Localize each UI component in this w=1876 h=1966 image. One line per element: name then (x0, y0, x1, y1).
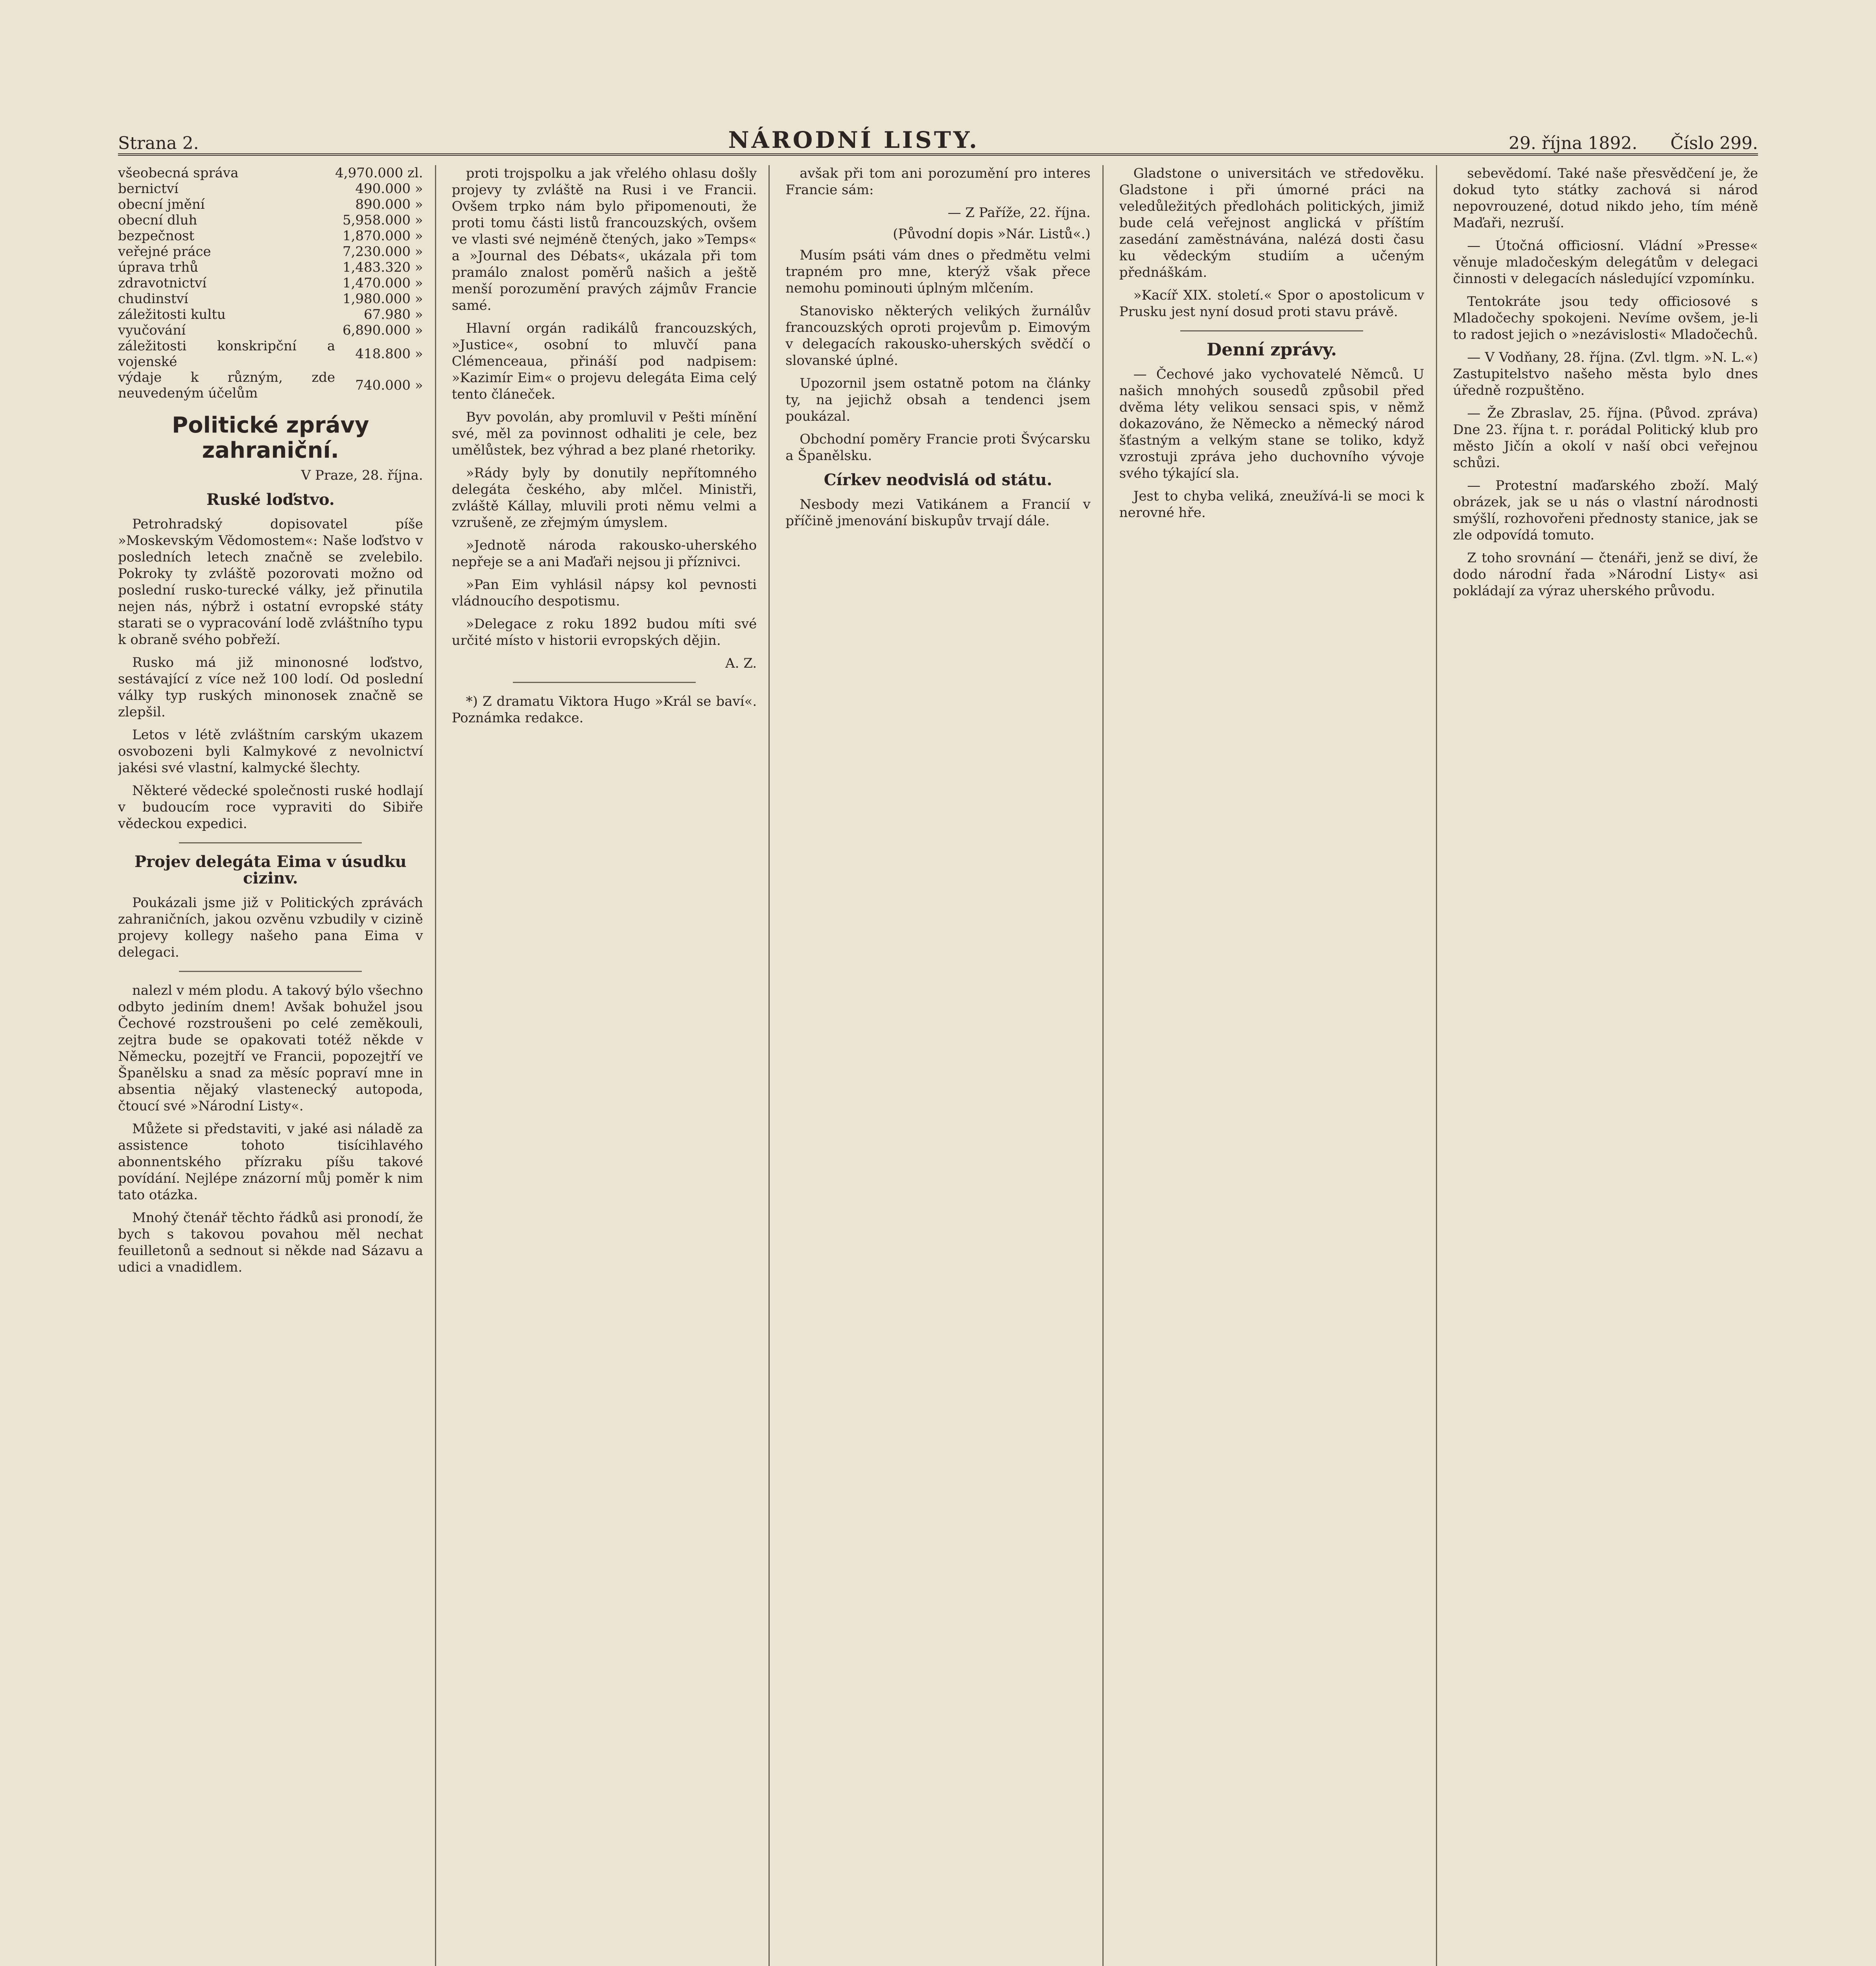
paragraph: »Rády byly by donutily nepřítomného delegáta českého, aby mlčel. Ministři, zvláště Kállay, mluvili proti němu velmi a vzrušeně, ze zřejmým úmyslem. (451, 465, 757, 530)
budget-label: obecní dluh (118, 212, 197, 228)
section-heading-daily-news: Denní zprávy. (1207, 340, 1337, 360)
budget-value: 7,230.000 » (342, 244, 423, 260)
dateline: — Z Paříže, 22. října. (947, 205, 1091, 221)
paragraph: Petrohradský dopisovatel píše »Moskevským Vědomostem«: Naše loďstvo v posledních letech značně se zvelebilo. Pokroky ty zvláště pozorovati možno od poslední rusko-turecké války, jež přinutila nejen nás, nýbrž i ostatní evropské státy starati se o vypracování lodě zvláštního typu k obraně svého pobřeží. (118, 516, 423, 648)
budget-label: úprava trhů (118, 260, 199, 275)
budget-label: všeobecná správa (118, 165, 239, 181)
paragraph: »Pan Eim vyhlásil nápsy kol pevnosti vládnoucího despotismu. (451, 577, 757, 609)
issue-number: Číslo 299. (1670, 133, 1758, 153)
divider (1180, 330, 1363, 331)
paragraph: — Čechové jako vychovatelé Němců. U našich mnohých sousedů způsobil před dvěma léty velikou sensaci spis, v němž dokazováno, že Německo a německý národ šťastným a velkým stane se toliko, když vzrostuji zpráva jeho duchovního vývoje svého týkající sla. (1119, 366, 1425, 481)
column-2 (452, 165, 770, 1966)
paragraph: — V Vodňany, 28. října. (Zvl. tlgm. »N. L.«) Zastupitelstvo našeho města bylo dnes úředně rozpuštěno. (1453, 350, 1758, 398)
paragraph: Tentokráte jsou tedy officiosové s Mladočechy spokojeni. Nevíme ovšem, je-li to radost jejich o »nezávislosti« Mladočechů. (1453, 294, 1758, 342)
budget-value: 4,970.000 zl. (335, 165, 423, 181)
budget-value: 67.980 » (364, 307, 423, 322)
paragraph: — Útočná officiosní. Vládní »Presse« věnuje mladočeským delegátům v delegaci činnosti v delegacích následující vzpomínku. (1453, 238, 1758, 287)
subheading-eim-projev: Projev delegáta Eima v úsudku cizinv. (134, 852, 407, 887)
budget-row (118, 165, 423, 181)
paragraph: Upozornil jsem ostatně potom na články ty, na jejichž obsah a tendenci jsem poukázal. (785, 376, 1091, 424)
budget-value: 1,483.320 » (342, 260, 423, 275)
budget-row (118, 228, 423, 244)
column-4 (1119, 165, 1437, 1966)
issue-info (1509, 133, 1758, 153)
divider (179, 842, 362, 843)
budget-label: veřejné práce (118, 244, 211, 260)
budget-value: 490.000 » (355, 181, 423, 197)
column-5 (1453, 165, 1758, 1966)
budget-value: 890.000 » (355, 197, 423, 212)
feuilleton-paragraph: nalezl v mém plodu. A takový býlo všechno odbyto jediním dnem! Avšak bohužel jsou Čechové rozstroušeni po celé zeměkouli, zejtra bude se opakovati totéž někde v Německu, pozejtří ve Francii, popozejtří ve Španělsku a snad za měsíc popraví mne in absentia nějaký vlastenecký autopoda, čtoucí své »Národní Listy«. (118, 983, 423, 1114)
budget-value: 1,870.000 » (342, 228, 423, 244)
paragraph: — Že Zbraslav, 25. října. (Původ. zpráva) Dne 23. října t. r. porádal Politický klub pro město Jičín a okolí v naší obci veřejnou schůzi. (1453, 405, 1758, 471)
paragraph: avšak při tom ani porozumění pro interes Francie sám: (785, 166, 1091, 198)
column-3 (785, 165, 1104, 1966)
subheading-russian-fleet: Ruské loďstvo. (206, 490, 335, 509)
page-number: Strana 2. (118, 133, 199, 153)
paragraph: Letos v létě zvláštním carským ukazem osvobozeni byli Kalmykové z nevolnictví jakési své vlastní, kalmycké šlechty. (118, 727, 423, 776)
source-note: (Původní dopis »Nár. Listů«.) (893, 226, 1091, 242)
budget-value: 1,980.000 » (342, 291, 423, 307)
feuilleton-paragraph: Můžete si představiti, v jaké asi náladě za assistence tohoto tisícihlavého abonnentského přízraku píšu takové povídání. Nejlépe znázorní můj poměr k nim tato otázka. (118, 1121, 423, 1203)
paragraph: »Kacíř XIX. století.« Spor o apostolicum v Prusku jest nyní dosud proti stavu právě. (1119, 287, 1425, 320)
article-columns (118, 165, 1758, 1966)
masthead (118, 118, 1758, 156)
budget-row (118, 197, 423, 212)
paragraph: Gladstone o universitách ve středověku. Gladstone i při úmorné práci na veledůležitých předlohách politických, jimiž bude celá veřejnost anglická v příštím zasedání zaměstnávána, nalézá dosti času ku vědeckým studiím a učeným přednáškám. (1119, 166, 1425, 280)
budget-row (118, 244, 423, 260)
budget-label: záležitosti konskripční a vojenské (118, 338, 335, 370)
budget-row (118, 181, 423, 197)
budget-value: 418.800 » (355, 346, 423, 362)
budget-label: zdravotnictví (118, 275, 207, 291)
budget-label: vyučování (118, 322, 186, 338)
budget-label: bezpečnost (118, 228, 195, 244)
budget-table (118, 165, 423, 401)
budget-row (118, 212, 423, 228)
paragraph: Hlavní orgán radikálů francouzských, »Justice«, osobní to mluvčí pana Clémenceaua, přináší pod nadpisem: »Kazimír Eim« o projevu delegáta Eima celý tento článeček. (451, 320, 757, 402)
budget-label: obecní jmění (118, 197, 205, 212)
column-1 (118, 165, 436, 1966)
budget-value: 6,890.000 » (342, 322, 423, 338)
budget-value: 1,470.000 » (342, 275, 423, 291)
budget-row (118, 338, 423, 370)
budget-row (118, 275, 423, 291)
paragraph: sebevědomí. Také naše přesvědčení je, že dokud tyto státky zachová si národ nepovrouzené, dotud nikdo jeho, tím méně Maďaři, nezruší. (1453, 166, 1758, 231)
divider (513, 682, 696, 683)
paragraph: Byv povolán, aby promluvil v Pešti mínění své, měl za povinnost odhaliti je cele, bez umělůstek, bez výhrad a bez plané rhetoriky. (451, 409, 757, 458)
footnote: *) Z dramatu Viktora Hugo »Král se baví«. Poznámka redakce. (451, 694, 757, 726)
paragraph: Z toho srovnání — čtenáři, jenž se diví, že dodo národní řada »Národní Listy« asi pokládají za výraz uherského průvodu. (1453, 550, 1758, 599)
paragraph: »Delegace z roku 1892 budou míti své určité místo v historii evropských dějin. (451, 616, 757, 648)
paragraph: Obchodní poměry Francie proti Švýcarsku a Španělsku. (785, 431, 1091, 464)
paragraph: proti trojspolku a jak vřelého ohlasu došly projevy ty zvláště na Rusi i ve Francii. Ovšem trpko nám bylo připomenouti, že proti tomu části listů francouzských, ovšem ve vlasti své nejméně čtených, jako »Temps« a »Journal des Débats«, ukázala při tom pramálo znalost poměrů našich a ještě menší porozumění pravých zájmův Francie samé. (451, 166, 757, 313)
paragraph: Některé vědecké společnosti ruské hodlají v budoucím roce vypraviti do Sibiře vědeckou expedici. (118, 783, 423, 832)
paragraph: »Jednotě národa rakousko-uherského nepřeje se a ani Maďaři nejsou ji příznivci. (451, 538, 757, 570)
budget-label: záležitosti kultu (118, 307, 226, 322)
paragraph: Rusko má již minonosné loďstvo, sestávající z více než 100 lodí. Od poslední války typ ruských minonosek značně se zlepšil. (118, 655, 423, 720)
budget-row (118, 307, 423, 322)
budget-row (118, 322, 423, 338)
budget-value: 740.000 » (355, 377, 423, 393)
feuilleton-paragraph: Mnohý čtenář těchto řádků asi pronodí, že bych s takovou povahou měl nechat feuilletonů a sednout si někde nad Sázavu a udici a vnadidlem. (118, 1210, 423, 1275)
paragraph: Stanovisko některých velikých žurnálův francouzských oproti projevům p. Eimovým v delegacích rakousko-uherských svědčí o slovanské úplné. (785, 303, 1091, 368)
section-heading-foreign-politics: Politické zprávy zahraniční. (172, 412, 369, 463)
paragraph: Poukázali jsme již v Politických zprávách zahraničních, jakou ozvěnu vzbudily v cizině projevy kollegy našeho pana Eima v delegaci. (118, 895, 423, 960)
subheading-church: Církev neodvislá od státu. (824, 471, 1052, 489)
issue-date: 29. října 1892. (1508, 133, 1638, 153)
paragraph: Musím psáti vám dnes o předmětu velmi trapném pro mne, kterýž však přece nemohu pominouti úplným mlčením. (785, 247, 1091, 296)
budget-row (118, 260, 423, 275)
paragraph: — Protestní maďarského zboží. Malý obrázek, jak se u nás o vlastní národnosti smýšlí, rozhovořeni přednosty stanice, jak se zle odpovídá tomuto. (1453, 478, 1758, 543)
budget-value: 5,958.000 » (342, 212, 423, 228)
dateline: V Praze, 28. října. (301, 468, 423, 483)
signature: A. Z. (725, 655, 757, 671)
paragraph: Nesbody mezi Vatikánem a Francií v příčině jmenování biskupův trvají dále. (785, 497, 1091, 529)
budget-row (118, 370, 423, 401)
budget-row (118, 291, 423, 307)
budget-label: výdaje k různým, zde neuvedeným účelům (118, 370, 335, 401)
paragraph: Jest to chyba veliká, zneužívá-li se moci k nerovné hře. (1119, 488, 1425, 521)
budget-label: chudinství (118, 291, 188, 307)
budget-label: bernictví (118, 181, 179, 197)
divider (179, 971, 362, 972)
newspaper-title: NÁRODNÍ LISTY. (728, 127, 980, 153)
